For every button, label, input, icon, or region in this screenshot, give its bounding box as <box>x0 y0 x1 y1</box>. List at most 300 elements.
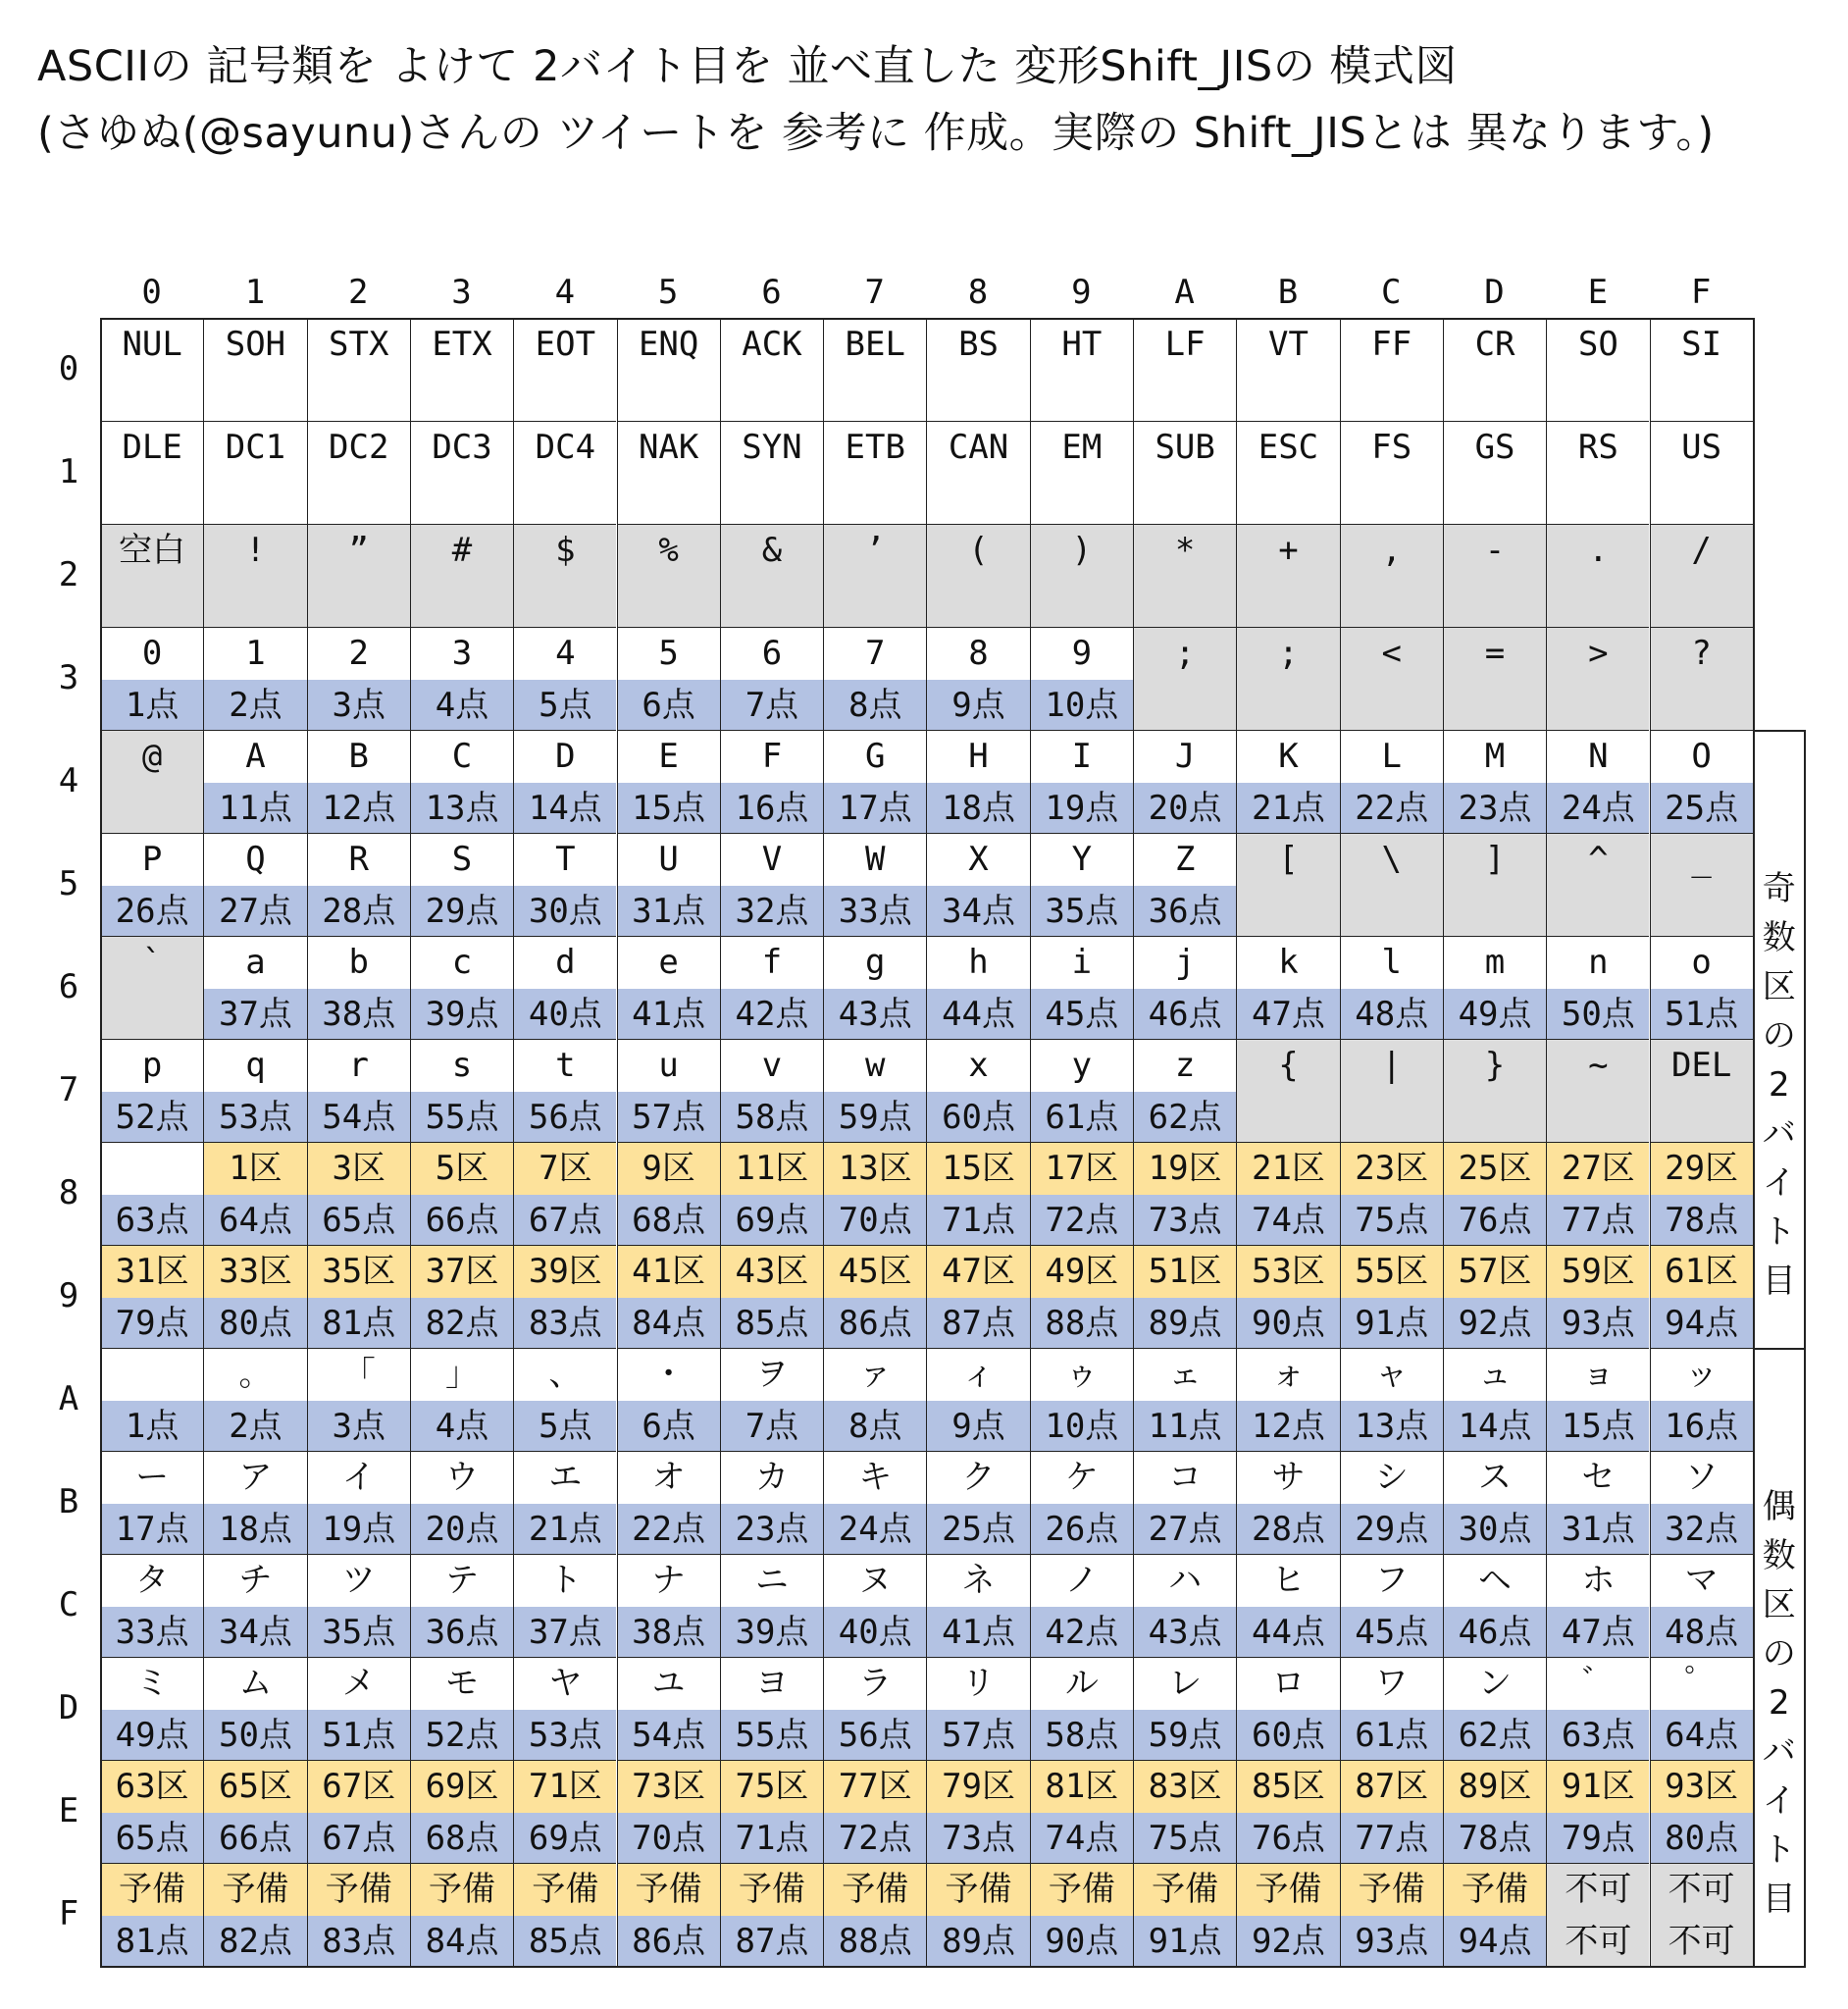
cell-point: 83点 <box>322 1921 396 1961</box>
cell-code: メ <box>341 1664 376 1703</box>
cell-point: 79点 <box>115 1303 189 1343</box>
table-cell <box>410 1245 513 1348</box>
cell-point: 27点 <box>1148 1509 1222 1549</box>
cell-code: SO <box>1577 325 1618 364</box>
table-cell <box>410 1760 513 1863</box>
cell-point: 3点 <box>332 685 385 725</box>
cell-point: 20点 <box>1148 788 1222 828</box>
cell-code: DC1 <box>225 428 286 467</box>
table-cell <box>513 1348 616 1451</box>
cell-code: u <box>658 1046 679 1085</box>
table-cell <box>823 1348 926 1451</box>
cell-point: 12点 <box>322 788 396 828</box>
column-label: 4 <box>554 273 576 312</box>
cell-top-bg <box>101 1143 203 1195</box>
cell-point: 82点 <box>425 1303 499 1343</box>
cell-point: 31点 <box>1561 1509 1635 1549</box>
cell-point: 82点 <box>218 1921 292 1961</box>
cell-point: 91点 <box>1148 1921 1222 1961</box>
cell-code: ゥ <box>1064 1355 1099 1394</box>
cell-point: 73点 <box>942 1818 1016 1858</box>
cell-code: 予備 <box>635 1870 702 1909</box>
cell-code: ワ <box>1374 1664 1409 1703</box>
cell-code: J <box>1174 737 1196 776</box>
cell-point: 25点 <box>942 1509 1016 1549</box>
cell-code: ュ <box>1478 1355 1513 1394</box>
cell-point: 44点 <box>1251 1612 1325 1652</box>
table-cell <box>926 833 1029 936</box>
column-label: 2 <box>348 273 369 312</box>
cell-point: 59点 <box>838 1097 912 1137</box>
column-label: 7 <box>864 273 885 312</box>
cell-point: 11点 <box>218 788 292 828</box>
cell-point: 5点 <box>539 685 592 725</box>
table-cell <box>100 1245 203 1348</box>
cell-code: 3 <box>451 634 473 673</box>
table-cell <box>1030 1554 1133 1657</box>
table-cell <box>1030 1142 1133 1245</box>
table-cell <box>823 318 926 421</box>
table-cell <box>1030 1451 1133 1554</box>
table-cell <box>1133 936 1236 1039</box>
cell-code: マ <box>1684 1561 1719 1600</box>
cell-code: 2 <box>348 634 369 673</box>
side-label-char: バ <box>1762 1114 1796 1154</box>
cell-code: ッ <box>1684 1355 1719 1394</box>
cell-point: 29点 <box>425 891 499 931</box>
cell-code: 17区 <box>1045 1149 1119 1188</box>
table-cell <box>926 1451 1029 1554</box>
cell-point: 10点 <box>1045 685 1119 725</box>
cell-code: K <box>1278 737 1299 776</box>
cell-point: 68点 <box>425 1818 499 1858</box>
table-cell <box>926 524 1029 627</box>
cell-code: ヘ <box>1478 1561 1513 1600</box>
cell-code: i <box>1071 943 1093 982</box>
cell-point: 15点 <box>632 788 706 828</box>
cell-point: 4点 <box>435 685 489 725</box>
cell-point: 65点 <box>115 1818 189 1858</box>
table-cell <box>823 833 926 936</box>
cell-code: o <box>1691 943 1712 982</box>
table-cell <box>1236 1245 1339 1348</box>
table-cell <box>1236 730 1339 833</box>
cell-point: 72点 <box>838 1818 912 1858</box>
cell-code: ・ <box>651 1355 686 1394</box>
cell-point: 36点 <box>425 1612 499 1652</box>
cell-point: 78点 <box>1458 1818 1532 1858</box>
table-cell <box>513 730 616 833</box>
table-cell <box>203 421 306 524</box>
cell-code: 予備 <box>429 1870 496 1909</box>
table-cell <box>1340 1863 1443 1966</box>
table-cell <box>617 1142 720 1245</box>
cell-code: r <box>348 1046 369 1085</box>
table-cell <box>1650 627 1753 730</box>
cell-point: 56点 <box>528 1097 602 1137</box>
column-label: 5 <box>657 273 679 312</box>
cell-code: I <box>1071 737 1093 776</box>
table-cell <box>1443 524 1546 627</box>
cell-point: 35点 <box>1045 891 1119 931</box>
cell-code: ツ <box>341 1561 376 1600</box>
cell-code: - <box>1484 531 1506 570</box>
cell-point: 43点 <box>838 994 912 1034</box>
cell-code: ETB <box>845 428 905 467</box>
cell-code: R <box>348 840 369 879</box>
cell-code: 11区 <box>735 1149 809 1188</box>
table-cell <box>1030 421 1133 524</box>
cell-point: 23点 <box>1458 788 1532 828</box>
cell-point: 45点 <box>1045 994 1119 1034</box>
table-cell <box>617 1863 720 1966</box>
cell-code: DC4 <box>535 428 596 467</box>
cell-point: 18点 <box>218 1509 292 1549</box>
cell-code: コ <box>1168 1458 1203 1497</box>
cell-code: W <box>865 840 886 879</box>
cell-point: 64点 <box>1665 1715 1739 1755</box>
cell-code: X <box>968 840 989 879</box>
cell-point: 66点 <box>425 1200 499 1240</box>
table-cell <box>307 318 410 421</box>
cell-code: , <box>1381 531 1402 570</box>
cell-code: 43区 <box>735 1252 809 1291</box>
table-cell <box>1443 627 1546 730</box>
cell-point: 64点 <box>218 1200 292 1240</box>
cell-code: 。 <box>238 1355 273 1394</box>
odd-ku-second-byte-label <box>1753 730 1806 1350</box>
table-cell <box>1030 936 1133 1039</box>
table-cell <box>1546 1554 1649 1657</box>
cell-code: 41区 <box>632 1252 706 1291</box>
cell-code: ア <box>238 1458 273 1497</box>
table-cell <box>617 318 720 421</box>
table-cell <box>1340 318 1443 421</box>
table-cell <box>203 833 306 936</box>
cell-code: シ <box>1374 1458 1409 1497</box>
cell-code: 予備 <box>1255 1870 1322 1909</box>
cell-code: カ <box>754 1458 789 1497</box>
table-cell <box>926 1348 1029 1451</box>
table-cell <box>100 318 203 421</box>
cell-code: D <box>555 737 576 776</box>
column-label: 6 <box>761 273 782 312</box>
cell-point: 72点 <box>1045 1200 1119 1240</box>
cell-code: ! <box>245 531 266 570</box>
side-label-char: 2 <box>1768 1065 1790 1105</box>
table-cell <box>1340 1554 1443 1657</box>
cell-code: 91区 <box>1561 1767 1635 1806</box>
cell-point: 6点 <box>642 685 695 725</box>
cell-code: 5区 <box>435 1149 489 1188</box>
cell-code: ト <box>548 1561 583 1600</box>
cell-code: A <box>245 737 266 776</box>
cell-point: 51点 <box>322 1715 396 1755</box>
cell-code: NAK <box>638 428 699 467</box>
cell-code: ACK <box>742 325 802 364</box>
table-cell <box>1443 1554 1546 1657</box>
cell-point: 45点 <box>1355 1612 1429 1652</box>
table-cell <box>1340 730 1443 833</box>
table-cell <box>1443 1039 1546 1142</box>
cell-point: 29点 <box>1355 1509 1429 1549</box>
table-cell <box>926 1039 1029 1142</box>
table-cell <box>513 627 616 730</box>
cell-code: & <box>761 531 783 570</box>
table-cell <box>1443 1451 1546 1554</box>
table-cell <box>1340 627 1443 730</box>
cell-code: 不可 <box>1565 1870 1632 1909</box>
table-cell <box>203 318 306 421</box>
table-cell <box>617 1451 720 1554</box>
table-cell <box>100 1657 203 1760</box>
table-cell <box>1650 1554 1753 1657</box>
cell-point: 24点 <box>838 1509 912 1549</box>
cell-code: x <box>968 1046 989 1085</box>
cell-code: 81区 <box>1045 1767 1119 1806</box>
cell-code: 7区 <box>539 1149 592 1188</box>
cell-code: N <box>1588 737 1609 776</box>
row-label: 9 <box>58 1276 79 1315</box>
cell-code: 79区 <box>942 1767 1016 1806</box>
cell-code: 69区 <box>425 1767 499 1806</box>
cell-code: 5 <box>658 634 679 673</box>
cell-point: 83点 <box>528 1303 602 1343</box>
table-cell <box>1546 1039 1649 1142</box>
table-cell <box>203 1554 306 1657</box>
table-cell <box>307 1863 410 1966</box>
cell-point: 58点 <box>735 1097 809 1137</box>
table-cell <box>823 1863 926 1966</box>
cell-point: 28点 <box>1251 1509 1325 1549</box>
cell-point: 74点 <box>1045 1818 1119 1858</box>
cell-code: ゜ <box>1684 1664 1719 1703</box>
cell-point: 2点 <box>229 685 282 725</box>
cell-point: 71点 <box>942 1200 1016 1240</box>
table-cell <box>823 1142 926 1245</box>
cell-code: モ <box>445 1664 480 1703</box>
table-cell <box>100 627 203 730</box>
table-cell <box>1236 1554 1339 1657</box>
cell-point: 24点 <box>1561 788 1635 828</box>
cell-point: 78点 <box>1665 1200 1739 1240</box>
cell-point: 46点 <box>1458 1612 1532 1652</box>
cell-code: 予備 <box>738 1870 805 1909</box>
cell-code: ナ <box>651 1561 686 1600</box>
table-cell <box>307 524 410 627</box>
table-cell <box>410 1863 513 1966</box>
cell-point: 86点 <box>632 1921 706 1961</box>
cell-point: 17点 <box>838 788 912 828</box>
cell-code: * <box>1174 531 1196 570</box>
cell-point: 87点 <box>735 1921 809 1961</box>
cell-point: 84点 <box>425 1921 499 1961</box>
cell-point: 70点 <box>632 1818 706 1858</box>
table-cell <box>1236 936 1339 1039</box>
cell-point: 44点 <box>942 994 1016 1034</box>
table-cell <box>1443 833 1546 936</box>
cell-code: \ <box>1381 840 1402 879</box>
cell-point: 4点 <box>435 1406 489 1446</box>
cell-point: 43点 <box>1148 1612 1222 1652</box>
cell-point: 94点 <box>1665 1303 1739 1343</box>
table-cell <box>1133 1348 1236 1451</box>
cell-code: $ <box>555 531 576 570</box>
cell-code: { <box>1278 1046 1299 1085</box>
side-label-char: ト <box>1762 1212 1796 1252</box>
cell-code: 25区 <box>1458 1149 1532 1188</box>
table-cell <box>823 524 926 627</box>
cell-point: 46点 <box>1148 994 1222 1034</box>
table-cell <box>1030 318 1133 421</box>
cell-code: y <box>1071 1046 1093 1085</box>
cell-code: 予備 <box>119 1870 186 1909</box>
table-cell <box>100 1451 203 1554</box>
cell-point: 26点 <box>115 891 189 931</box>
table-cell <box>410 1451 513 1554</box>
cell-code: イ <box>341 1458 376 1497</box>
cell-code: S <box>451 840 473 879</box>
table-cell <box>203 730 306 833</box>
table-cell <box>1443 936 1546 1039</box>
cell-point: 3点 <box>332 1406 385 1446</box>
cell-code: ノ <box>1064 1561 1099 1600</box>
cell-code: ` <box>141 943 163 982</box>
row-label: 5 <box>58 864 79 903</box>
table-cell <box>1236 1863 1339 1966</box>
table-cell <box>203 1863 306 1966</box>
table-cell <box>1443 318 1546 421</box>
cell-point: 74点 <box>1251 1200 1325 1240</box>
row-label: 7 <box>58 1070 79 1109</box>
cell-code: テ <box>445 1561 480 1600</box>
table-cell <box>513 1657 616 1760</box>
cell-code: G <box>865 737 886 776</box>
cell-point: 56点 <box>838 1715 912 1755</box>
table-cell <box>1340 1039 1443 1142</box>
cell-point: 17点 <box>115 1509 189 1549</box>
page-subtitle: (さゆぬ(@sayunu)さんの ツイートを 参考に 作成。実際の Shift_JISとは 異なります。) <box>37 109 1715 158</box>
cell-code: C <box>451 737 473 776</box>
cell-point: 42点 <box>735 994 809 1034</box>
table-cell <box>203 1657 306 1760</box>
column-label: 1 <box>244 273 266 312</box>
cell-point: 60点 <box>942 1097 1016 1137</box>
cell-code: FS <box>1371 428 1412 467</box>
table-cell <box>1443 730 1546 833</box>
cell-code: O <box>1691 737 1712 776</box>
table-cell <box>203 627 306 730</box>
cell-point: 54点 <box>632 1715 706 1755</box>
table-cell <box>1546 833 1649 936</box>
cell-point: 35点 <box>322 1612 396 1652</box>
cell-code: F <box>761 737 783 776</box>
cell-point: 不可 <box>1668 1921 1735 1961</box>
column-label: 3 <box>451 273 472 312</box>
cell-code: @ <box>141 737 163 776</box>
cell-code: n <box>1588 943 1609 982</box>
cell-code: 71区 <box>528 1767 602 1806</box>
table-cell <box>307 627 410 730</box>
cell-code: VT <box>1267 325 1309 364</box>
table-cell <box>1650 1348 1753 1451</box>
cell-point: 37点 <box>528 1612 602 1652</box>
cell-point: 89点 <box>1148 1303 1222 1343</box>
cell-point: 80点 <box>1665 1818 1739 1858</box>
cell-point: 32点 <box>1665 1509 1739 1549</box>
cell-code: キ <box>858 1458 893 1497</box>
cell-point: 85点 <box>735 1303 809 1343</box>
cell-code: EM <box>1061 428 1103 467</box>
cell-code: 4 <box>555 634 576 673</box>
cell-code: HT <box>1061 325 1103 364</box>
cell-point: 21点 <box>1251 788 1325 828</box>
table-cell <box>720 730 823 833</box>
table-cell <box>513 1451 616 1554</box>
row-label: 3 <box>58 658 79 697</box>
cell-code: m <box>1484 943 1506 982</box>
cell-point: 87点 <box>942 1303 1016 1343</box>
cell-code: チ <box>238 1561 273 1600</box>
table-cell <box>926 1657 1029 1760</box>
cell-point: 92点 <box>1251 1921 1325 1961</box>
row-label: 6 <box>58 967 79 1006</box>
cell-point: 15点 <box>1561 1406 1635 1446</box>
table-cell <box>100 524 203 627</box>
table-cell <box>1340 421 1443 524</box>
table-cell <box>926 1760 1029 1863</box>
cell-point: 32点 <box>735 891 809 931</box>
cell-code: セ <box>1581 1458 1616 1497</box>
table-cell <box>720 1348 823 1451</box>
cell-point: 57点 <box>632 1097 706 1137</box>
table-cell <box>1546 1760 1649 1863</box>
cell-code: 予備 <box>1358 1870 1425 1909</box>
cell-code: DEL <box>1670 1046 1732 1085</box>
cell-point: 69点 <box>735 1200 809 1240</box>
cell-code: 55区 <box>1355 1252 1429 1291</box>
table-cell <box>1236 1039 1339 1142</box>
cell-code: ラ <box>858 1664 893 1703</box>
cell-code: Y <box>1071 840 1093 879</box>
cell-point: 42点 <box>1045 1612 1119 1652</box>
cell-point: 53点 <box>528 1715 602 1755</box>
cell-code: ホ <box>1581 1561 1616 1600</box>
table-cell <box>823 1451 926 1554</box>
cell-code: DLE <box>122 428 182 467</box>
cell-point: 37点 <box>218 994 292 1034</box>
table-cell <box>617 833 720 936</box>
cell-code: ス <box>1478 1458 1513 1497</box>
cell-point: 59点 <box>1148 1715 1222 1755</box>
cell-point: 90点 <box>1045 1921 1119 1961</box>
cell-point: 10点 <box>1045 1406 1119 1446</box>
cell-code: SUB <box>1155 428 1215 467</box>
cell-point: 93点 <box>1561 1303 1635 1343</box>
table-cell <box>1133 1554 1236 1657</box>
cell-point: 7点 <box>744 685 799 725</box>
table-cell <box>823 1039 926 1142</box>
table-cell <box>1030 1348 1133 1451</box>
cell-code: 65区 <box>218 1767 292 1806</box>
cell-code: 予備 <box>945 1870 1012 1909</box>
cell-code: / <box>1691 531 1712 570</box>
cell-code: 予備 <box>532 1870 599 1909</box>
table-cell <box>617 421 720 524</box>
table-cell <box>617 1039 720 1142</box>
cell-code: 83区 <box>1148 1767 1222 1806</box>
cell-code: B <box>348 737 369 776</box>
